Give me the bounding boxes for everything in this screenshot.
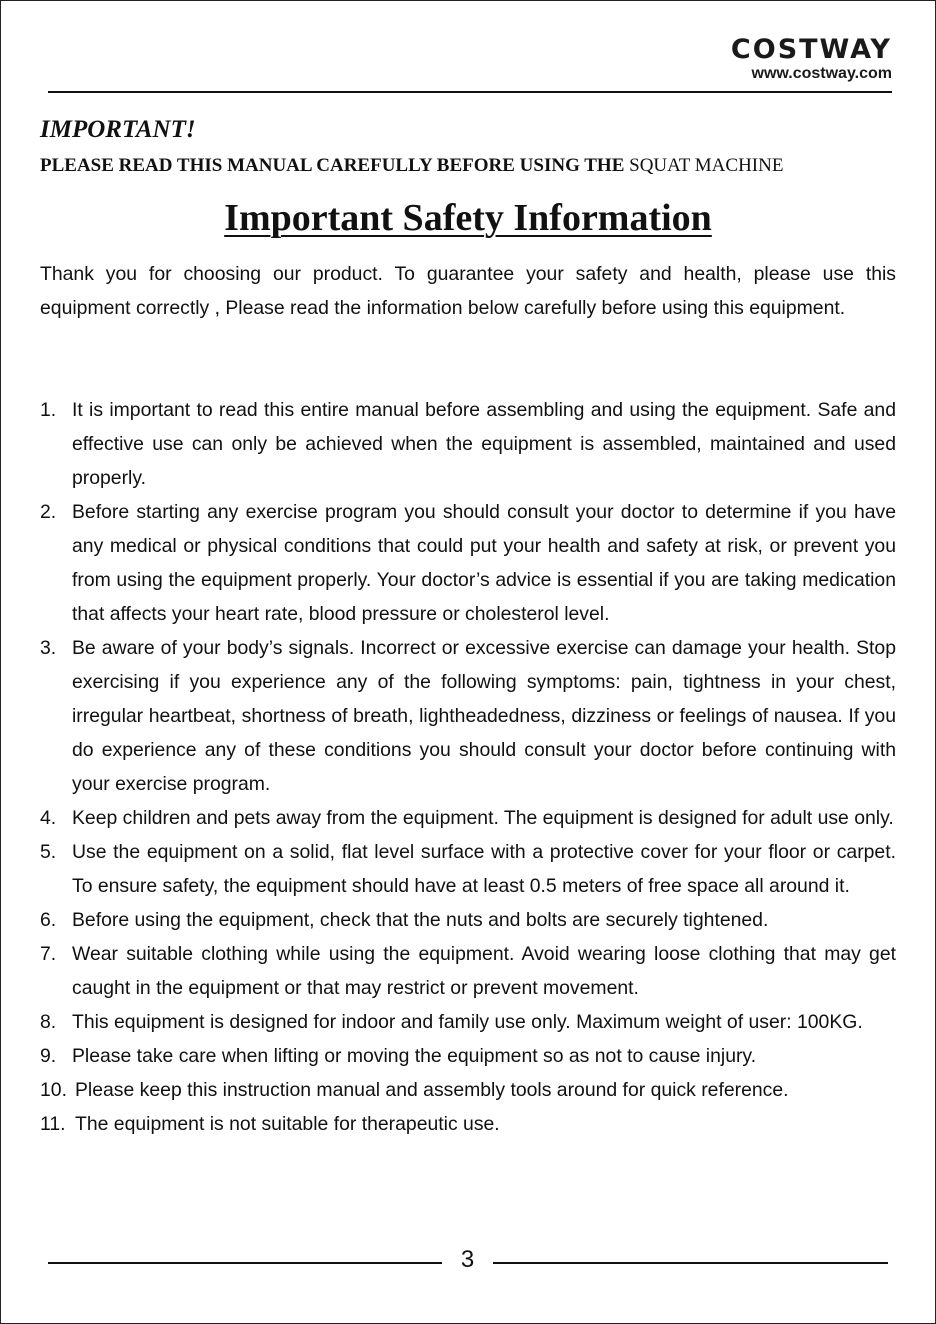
list-item [40,903,896,937]
list-item [40,937,896,1005]
intro-paragraph: Thank you for choosing our product. To guarantee your safety and health, please use this equipment correctly , Please read the information below carefully before using this equipment. [40,263,896,319]
list-item-number: 4. [40,807,57,829]
list-item-text: Before using the equipment, check that the nuts and bolts are securely tightened. [72,909,769,931]
page-title: Important Safety Information [224,197,712,239]
list-item-number: 8. [40,1011,57,1033]
list-item-text: Use the equipment on a solid, flat level surface with a protective cover for your floor or carpet. To ensure safety, the equipment should have at least 0.5 meters of free space all around it. [72,841,896,897]
list-item-text: This equipment is designed for indoor and family use only. Maximum weight of user: 100KG. [72,1011,863,1033]
footer-rule-left [48,1262,442,1264]
page-number: 3 [460,1246,475,1273]
list-item-text: Please keep this instruction manual and assembly tools around for quick reference. [75,1079,789,1101]
list-item-text: Before starting any exercise program you should consult your doctor to determine if you have any medical or physical conditions that could put your health and safety at risk, or prevent you from using the equipment properly. Your doctor’s advice is essential if you are taking medication that affects your heart rate, blood pressure or cholesterol level. [72,501,896,625]
list-item [40,835,896,903]
safety-list [40,393,896,1141]
list-item [40,1039,896,1073]
list-item-text: Please take care when lifting or moving the equipment so as not to cause injury. [72,1045,757,1067]
list-item-number: 2. [40,501,57,523]
list-item [40,495,896,631]
read-manual-notice-bold: PLEASE READ THIS MANUAL CAREFULLY BEFORE USING THE [40,155,625,176]
list-item-number: 1. [40,399,57,421]
brand-url: www.costway.com [751,65,892,82]
list-item-text: Keep children and pets away from the equipment. The equipment is designed for adult use only. [72,807,894,829]
list-item-number: 10. [40,1079,67,1101]
costway-logo: COSTWAY [730,34,892,65]
list-item [40,1005,896,1039]
list-item-number: 6. [40,909,57,931]
header-divider [48,91,892,93]
brand-header [731,36,892,83]
list-item-text: It is important to read this entire manual before assembling and using the equipment. Safe and effective use can only be achieved when the equipment is assembled, maintained and used properly. [72,399,896,489]
list-item-number: 11. [40,1113,66,1135]
footer-rule-right [493,1262,888,1264]
list-item-number: 7. [40,943,57,965]
list-item-text: The equipment is not suitable for therapeutic use. [75,1113,500,1135]
list-item-number: 5. [40,841,57,863]
list-item-number: 3. [40,637,57,659]
list-item-number: 9. [40,1045,57,1067]
list-item [40,1073,896,1107]
list-item [40,393,896,495]
important-heading: IMPORTANT! [40,116,196,143]
read-manual-notice-product: SQUAT MACHINE [624,155,784,176]
read-manual-notice [40,155,783,177]
list-item [40,1107,896,1141]
list-item [40,631,896,801]
list-item-text: Be aware of your body’s signals. Incorrect or excessive exercise can damage your health. Stop exercising if you experience any of the following symptoms: pain, tightness in your chest, irregular heartbeat, shortness of breath, lightheadedness, dizziness or feelings of nausea. If you do experience any of these conditions you should consult your doctor before continuing with your exercise program. [72,637,896,795]
list-item-text: Wear suitable clothing while using the equipment. Avoid wearing loose clothing that may get caught in the equipment or that may restrict or prevent movement. [72,943,896,999]
list-item [40,801,896,835]
